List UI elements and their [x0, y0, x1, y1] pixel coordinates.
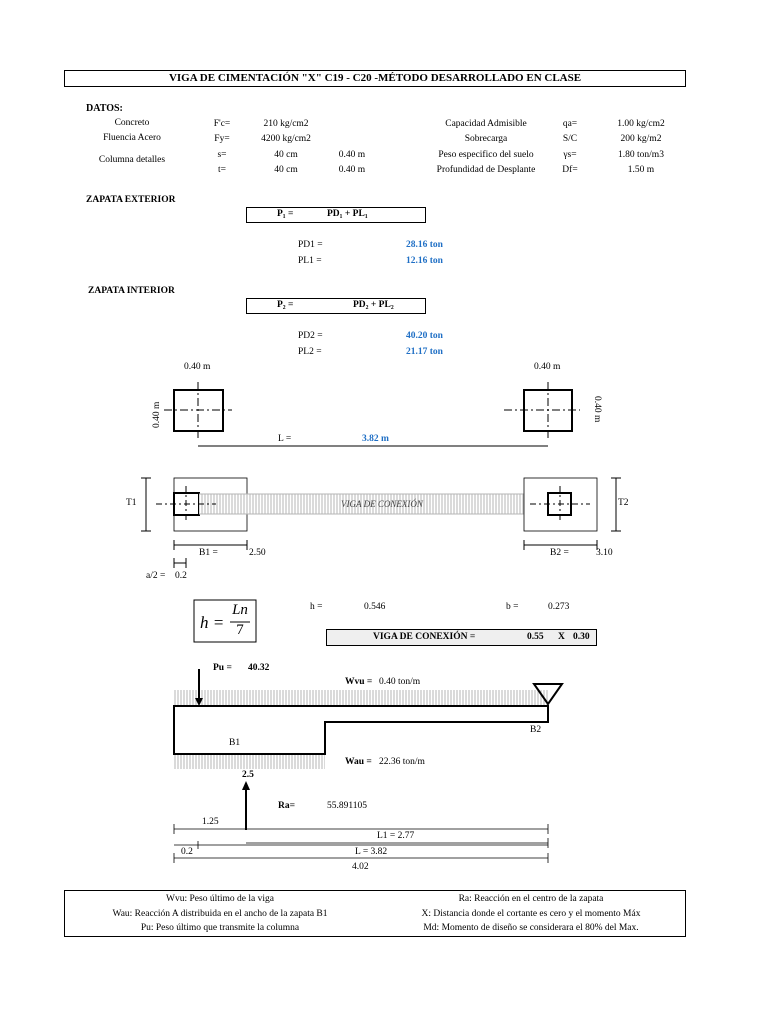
viga-result-x: X [558, 632, 565, 642]
ra-position: 2.5 [242, 770, 254, 780]
fy-symbol: Fy= [214, 134, 230, 144]
p2-lhs: P₂ = [277, 300, 294, 310]
p2-rhs: PD₂ + PL₂ [353, 300, 394, 310]
wau-distributed-load [174, 755, 325, 769]
t2-label: T2 [618, 498, 629, 508]
legend-pu: Pu: Peso último que transmite la columna [140, 923, 300, 933]
legend-box [64, 890, 686, 937]
viga-result-box [326, 629, 597, 646]
zapata-exterior-heading: ZAPATA EXTERIOR [86, 195, 176, 205]
columna-label: Columna detalles [98, 155, 166, 165]
formula-numerator: Ln [232, 602, 248, 618]
viga-result-label: VIGA DE CONEXIÓN = [373, 632, 476, 642]
a2-label: a/2 = [146, 571, 166, 581]
p1-rhs: PD₁ + PL₁ [327, 209, 368, 219]
pd2-value: 40.20 ton [406, 331, 443, 341]
wau-value: 22.36 ton/m [379, 757, 425, 767]
pl2-label: PL2 = [298, 347, 322, 357]
pl1-value: 12.16 ton [406, 256, 443, 266]
s-meters: 0.40 m [338, 150, 366, 160]
dim-0-2: 0.2 [181, 847, 193, 857]
formula-denominator: 7 [236, 622, 244, 638]
l-label: L = [278, 434, 292, 444]
b1-elev-label: B1 [229, 738, 241, 748]
legend-wvu: Wvu: Peso último de la viga [166, 894, 274, 904]
wvu-distributed-load [174, 690, 549, 706]
pd2-label: PD2 = [298, 331, 323, 341]
peso-label: Peso especifico del suelo [438, 150, 534, 160]
dim-l: L = 3.82 [355, 847, 388, 857]
ra-label: Ra= [278, 801, 296, 811]
legend-x: X: Distancia donde el cortante es cero y el momento Máx [421, 909, 641, 919]
concreto-label: Concreto [114, 118, 150, 128]
df-symbol: Df= [562, 165, 578, 175]
column-2-plan [504, 382, 580, 440]
fc-symbol: F'c= [213, 119, 231, 129]
datos-heading: DATOS: [86, 103, 123, 114]
legend-md: Md: Momento de diseño se considerara el 80% del Max. [423, 923, 639, 933]
qa-value: 1.00 kg/cm2 [617, 119, 665, 129]
t-meters: 0.40 m [338, 165, 366, 175]
pd1-value: 28.16 ton [406, 240, 443, 250]
s-value: 40 cm [274, 150, 298, 160]
zapata-interior-heading: ZAPATA INTERIOR [88, 286, 175, 296]
fluencia-label: Fluencia Acero [103, 133, 161, 143]
a2-value: 0.2 [175, 571, 187, 581]
col2-depth-label: 0.40 m [592, 396, 602, 423]
b2-value: 3.10 [596, 548, 613, 558]
profundidad-label: Profundidad de Desplante [436, 165, 536, 175]
page-title: VIGA DE CIMENTACIÓN "X" C19 - C20 -MÉTODO DESARROLLADO EN CLASE [64, 70, 686, 87]
h-symbol: h = [200, 613, 225, 632]
fc-value: 210 kg/cm2 [263, 119, 309, 129]
t-value: 40 cm [274, 165, 298, 175]
pd1-label: PD1 = [298, 240, 323, 250]
wvu-value: 0.40 ton/m [379, 677, 421, 687]
col1-depth-label: 0.40 m [152, 401, 162, 428]
t-symbol: t= [218, 165, 226, 175]
dim-l1: L1 = 2.77 [377, 831, 415, 841]
h-label: h = [310, 602, 323, 612]
qa-symbol: qa= [562, 119, 578, 129]
ra-value: 55.891105 [327, 801, 368, 811]
wau-label: Wau = [345, 757, 372, 767]
capacidad-label: Capacidad Admisible [445, 119, 527, 129]
h-value: 0.546 [364, 602, 386, 612]
col1-width-label: 0.40 m [184, 362, 211, 372]
col2-width-label: 0.40 m [534, 362, 561, 372]
viga-conexion-label: VIGA DE CONEXIÓN [341, 499, 423, 509]
dim-4-02: 4.02 [352, 862, 369, 872]
fy-value: 4200 kg/cm2 [261, 134, 311, 144]
b-value: 0.273 [548, 602, 570, 612]
legend-ra: Ra: Reacción en el centro de la zapata [458, 894, 604, 904]
sc-symbol: S/C [562, 134, 578, 144]
viga-result-h: 0.55 [527, 632, 544, 642]
b1-value: 2.50 [249, 548, 266, 558]
pl2-value: 21.17 ton [406, 347, 443, 357]
viga-result-b: 0.30 [573, 632, 590, 642]
ra-reaction-arrow [242, 781, 250, 790]
s-symbol: s= [217, 150, 227, 160]
pl1-label: PL1 = [298, 256, 322, 266]
l-value: 3.82 m [362, 434, 389, 444]
pu-value: 40.32 [248, 663, 270, 673]
column-1-plan [164, 382, 232, 440]
b2-label: B2 = [550, 548, 569, 558]
pu-label: Pu = [213, 663, 232, 673]
b1-label: B1 = [199, 548, 218, 558]
b2-elev-label: B2 [530, 725, 542, 735]
p1-lhs: P₁ = [277, 209, 294, 219]
ys-value: 1.80 ton/m3 [618, 150, 664, 160]
sobrecarga-label: Sobrecarga [464, 134, 508, 144]
b-label: b = [506, 602, 519, 612]
sc-value: 200 kg/m2 [620, 134, 662, 144]
t1-label: T1 [126, 498, 137, 508]
df-value: 1.50 m [627, 165, 655, 175]
ys-symbol: γs= [563, 150, 577, 160]
legend-wau: Wau: Reacción A distribuida en el ancho de la zapata B1 [112, 909, 328, 919]
dim-1-25: 1.25 [202, 817, 219, 827]
wvu-label: Wvu = [345, 677, 373, 687]
